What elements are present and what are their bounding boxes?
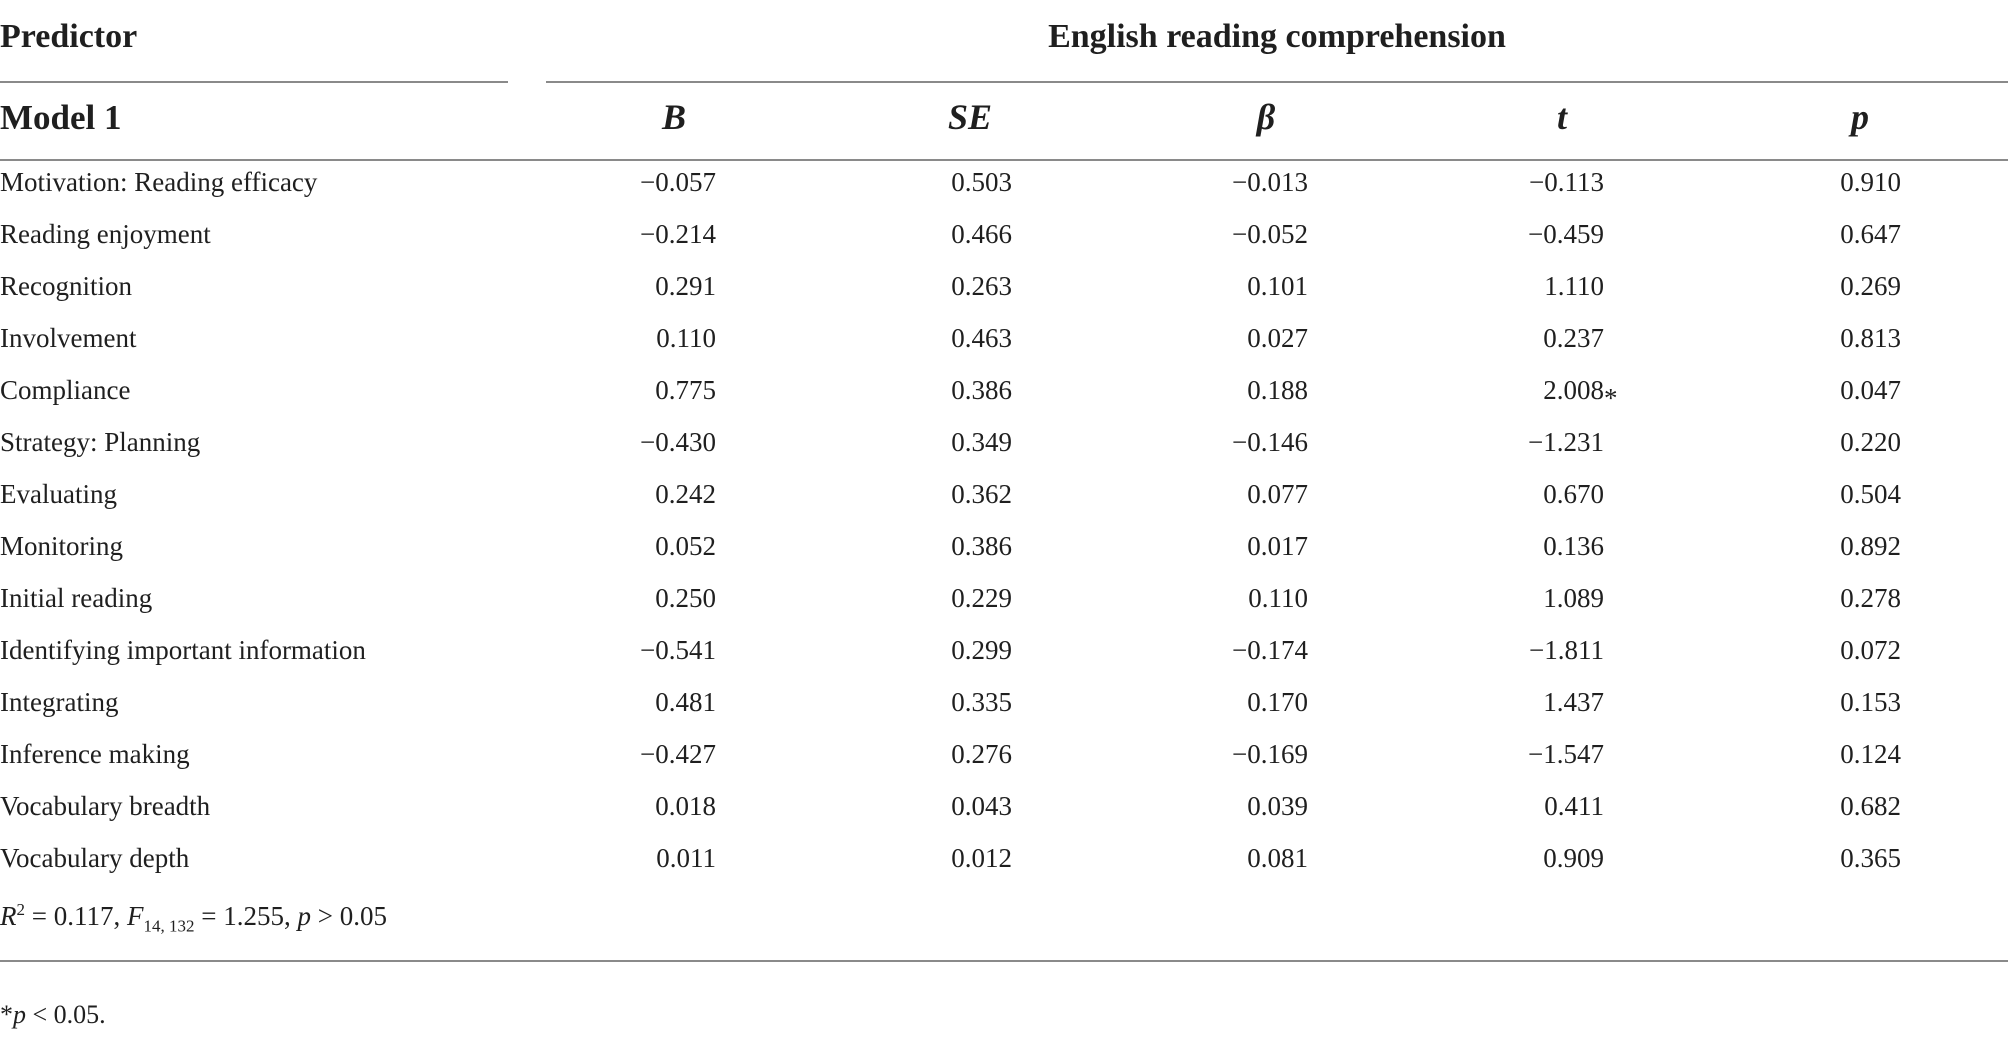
cell-beta: 0.081 xyxy=(1247,843,1308,873)
cell-se: 0.276 xyxy=(951,739,1012,769)
table-row xyxy=(0,263,2008,315)
column-header-beta: β xyxy=(1256,97,1276,137)
cell-b: −0.541 xyxy=(640,635,716,665)
cell-beta: 0.110 xyxy=(1248,583,1308,613)
cell-beta: −0.174 xyxy=(1232,635,1308,665)
cell-b: −0.214 xyxy=(640,219,716,249)
cell-se: 0.263 xyxy=(951,271,1012,301)
cell-p: 0.504 xyxy=(1840,479,1901,509)
column-header-se: SE xyxy=(947,97,993,137)
cell-p: 0.682 xyxy=(1840,791,1901,821)
predictor-label: Vocabulary breadth xyxy=(0,791,211,821)
predictor-label: Vocabulary depth xyxy=(0,843,190,873)
column-header-p: p xyxy=(1851,97,1869,137)
f-symbol: F xyxy=(126,901,144,931)
footnote-text: < 0.05. xyxy=(26,1000,106,1029)
cell-p: 0.647 xyxy=(1840,219,1901,249)
cell-b: −0.057 xyxy=(640,167,716,197)
cell-beta: 0.077 xyxy=(1247,479,1308,509)
cell-p: 0.278 xyxy=(1840,583,1901,613)
cell-t xyxy=(1464,323,1604,354)
cell-t xyxy=(1464,687,1604,718)
cell-b: 0.110 xyxy=(656,323,716,353)
cell-beta: −0.146 xyxy=(1232,427,1308,457)
cell-beta: −0.169 xyxy=(1232,739,1308,769)
cell-t xyxy=(1464,427,1604,458)
column-header-b: B xyxy=(661,97,686,137)
cell-se: 0.503 xyxy=(951,167,1012,197)
cell-p: 0.153 xyxy=(1840,687,1901,717)
cell-t xyxy=(1464,479,1604,510)
cell-t xyxy=(1464,791,1604,822)
cell-b: 0.011 xyxy=(656,843,716,873)
cell-t xyxy=(1464,167,1604,198)
r-squared-symbol: R xyxy=(0,901,17,931)
cell-t-value: 0.136 xyxy=(1543,531,1604,561)
predictor-label: Involvement xyxy=(0,323,137,353)
cell-t xyxy=(1464,843,1604,874)
cell-b: 0.250 xyxy=(655,583,716,613)
predictor-label: Initial reading xyxy=(0,583,153,613)
cell-p: 0.910 xyxy=(1840,167,1901,197)
p-threshold: > 0.05 xyxy=(310,901,387,931)
predictor-label: Compliance xyxy=(0,375,131,405)
cell-t xyxy=(1464,375,1618,413)
cell-p: 0.365 xyxy=(1840,843,1901,873)
cell-p: 0.892 xyxy=(1840,531,1901,561)
cell-b: 0.052 xyxy=(655,531,716,561)
predictor-label: Recognition xyxy=(0,271,132,301)
column-header-t: t xyxy=(1556,97,1567,137)
predictor-heading: Predictor xyxy=(0,18,138,55)
cell-t-value: −1.231 xyxy=(1528,427,1604,457)
footnote-star: * xyxy=(0,1000,13,1029)
model-statistics xyxy=(0,900,387,936)
cell-se: 0.463 xyxy=(951,323,1012,353)
cell-se: 0.043 xyxy=(951,791,1012,821)
cell-beta: 0.101 xyxy=(1247,271,1308,301)
cell-t-value: 0.909 xyxy=(1543,843,1604,873)
cell-p: 0.072 xyxy=(1840,635,1901,665)
predictor-label: Reading enjoyment xyxy=(0,219,211,249)
table-row xyxy=(0,627,2008,679)
f-value: = 1.255, xyxy=(194,901,298,931)
table-row xyxy=(0,575,2008,627)
cell-p: 0.813 xyxy=(1840,323,1901,353)
predictor-label: Integrating xyxy=(0,687,119,717)
predictor-label: Inference making xyxy=(0,739,190,769)
table-row xyxy=(0,731,2008,783)
predictor-label: Strategy: Planning xyxy=(0,427,201,457)
cell-t xyxy=(1464,635,1604,666)
cell-t-value: 1.110 xyxy=(1544,271,1604,301)
cell-b: −0.427 xyxy=(640,739,716,769)
r-squared-value: = 0.117, xyxy=(25,901,127,931)
table-row xyxy=(0,315,2008,367)
table-row xyxy=(0,367,2008,419)
cell-t-value: −0.459 xyxy=(1528,219,1604,249)
cell-b: 0.481 xyxy=(655,687,716,717)
cell-se: 0.386 xyxy=(951,375,1012,405)
cell-t-value: 0.411 xyxy=(1544,791,1604,821)
cell-p: 0.047 xyxy=(1840,375,1901,405)
cell-se: 0.362 xyxy=(951,479,1012,509)
table-row xyxy=(0,419,2008,471)
cell-b: 0.242 xyxy=(655,479,716,509)
cell-t xyxy=(1464,531,1604,562)
cell-b: −0.430 xyxy=(640,427,716,457)
table-row xyxy=(0,471,2008,523)
cell-t-value: 1.437 xyxy=(1543,687,1604,717)
table-row xyxy=(0,211,2008,263)
cell-se: 0.299 xyxy=(951,635,1012,665)
predictor-label: Evaluating xyxy=(0,479,117,509)
cell-beta: 0.039 xyxy=(1247,791,1308,821)
cell-beta: 0.188 xyxy=(1247,375,1308,405)
cell-t-value: 0.237 xyxy=(1543,323,1604,353)
cell-t-value: −1.811 xyxy=(1529,635,1604,665)
cell-p: 0.124 xyxy=(1840,739,1901,769)
cell-t-value: 1.089 xyxy=(1543,583,1604,613)
cell-se: 0.349 xyxy=(951,427,1012,457)
rule-table-bottom xyxy=(0,960,2008,962)
predictor-label: Identifying important information xyxy=(0,635,366,665)
cell-t xyxy=(1464,739,1604,770)
table-row xyxy=(0,679,2008,731)
table-row xyxy=(0,523,2008,575)
predictor-label: Monitoring xyxy=(0,531,124,561)
cell-beta: 0.170 xyxy=(1247,687,1308,717)
table-row xyxy=(0,835,2008,887)
rule-under-group xyxy=(546,81,2008,83)
footnote xyxy=(0,1000,106,1030)
cell-t-value: 2.008 xyxy=(1543,375,1604,405)
cell-se: 0.335 xyxy=(951,687,1012,717)
cell-p: 0.220 xyxy=(1840,427,1901,457)
cell-t xyxy=(1464,271,1604,302)
model-label: Model 1 xyxy=(0,98,122,137)
rule-under-predictor xyxy=(0,81,508,83)
r-squared-superscript: 2 xyxy=(16,900,25,919)
predictor-label: Motivation: Reading efficacy xyxy=(0,167,318,197)
cell-t xyxy=(1464,219,1604,250)
table-body xyxy=(0,159,2008,887)
table-row xyxy=(0,159,2008,211)
cell-t-value: −1.547 xyxy=(1528,739,1604,769)
cell-se: 0.229 xyxy=(951,583,1012,613)
significance-marker: * xyxy=(1604,383,1618,413)
cell-p: 0.269 xyxy=(1840,271,1901,301)
cell-b: 0.018 xyxy=(655,791,716,821)
cell-beta: 0.027 xyxy=(1247,323,1308,353)
footnote-p-symbol: p xyxy=(13,1000,26,1029)
cell-t-value: 0.670 xyxy=(1543,479,1604,509)
cell-se: 0.386 xyxy=(951,531,1012,561)
f-degrees-of-freedom: 14, 132 xyxy=(143,916,195,936)
table-row xyxy=(0,783,2008,835)
cell-t-value: −0.113 xyxy=(1529,167,1604,197)
cell-beta: −0.052 xyxy=(1232,219,1308,249)
cell-se: 0.012 xyxy=(951,843,1012,873)
cell-se: 0.466 xyxy=(951,219,1012,249)
cell-t xyxy=(1464,583,1604,614)
cell-beta: −0.013 xyxy=(1232,167,1308,197)
cell-beta: 0.017 xyxy=(1247,531,1308,561)
cell-b: 0.291 xyxy=(655,271,716,301)
group-heading: English reading comprehension xyxy=(1048,18,1506,55)
p-symbol: p xyxy=(297,901,311,931)
cell-b: 0.775 xyxy=(655,375,716,405)
